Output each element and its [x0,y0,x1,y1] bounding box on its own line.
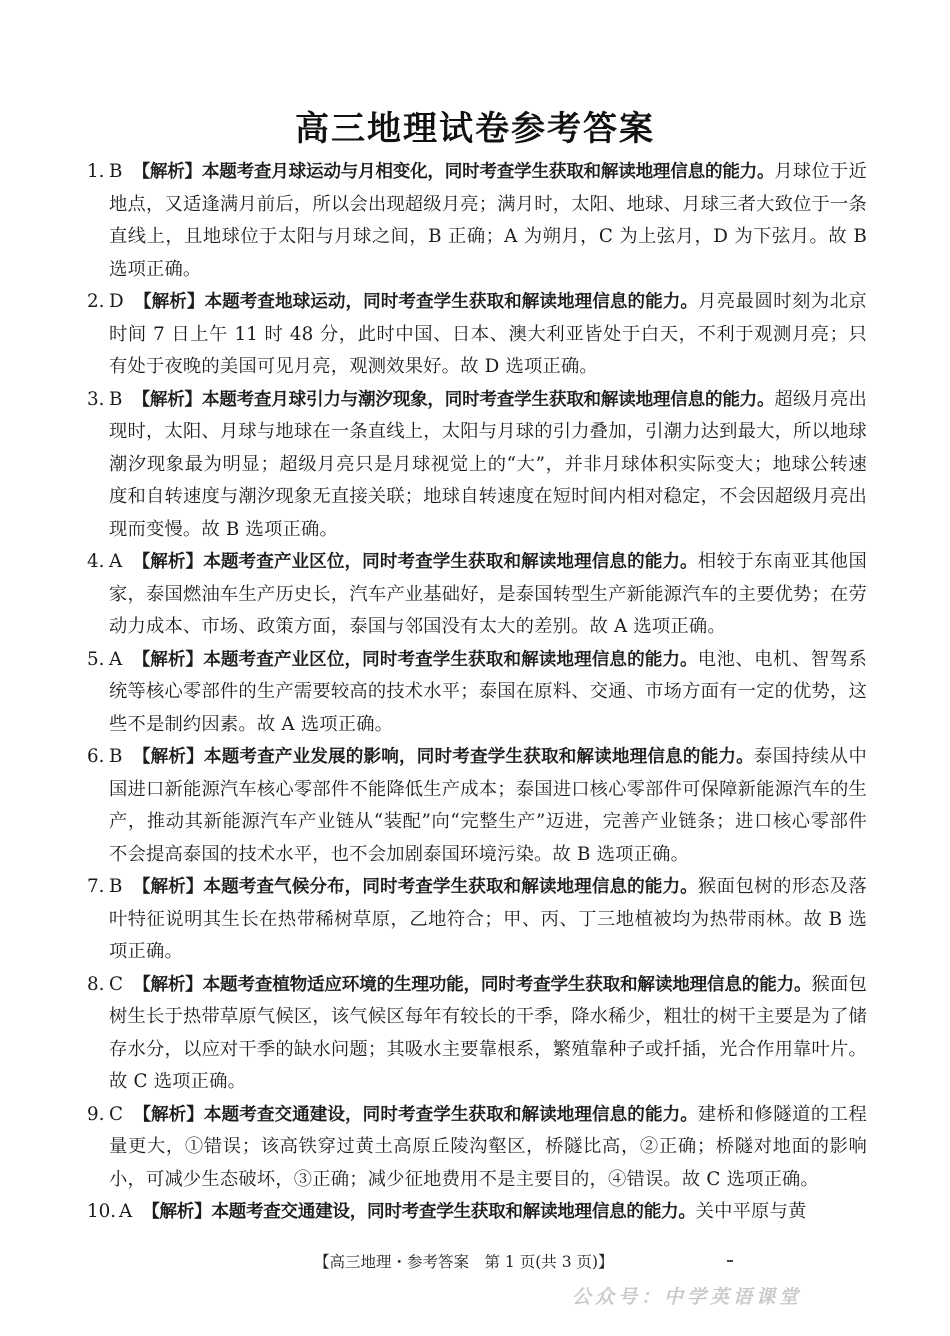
answer-number: 3. [87,388,105,410]
answer-explanation: 猴面包树生长于热带草原气候区，该气候区每年有较长的干季，降水稀少，粗壮的树干主要是为了储存水分，以应对干季的缺水问题；其吸水主要靠根系，繁殖靠种子或扦插，光合作用靠叶片。故 C 选项正确。 [109,973,867,1092]
answer-item-6 [87,741,867,871]
answer-explanation: 建桥和修隧道的工程量更大，①错误；该高铁穿过黄土高原丘陵沟壑区，桥隧比高，②正确；桥隧对地面的影响小，可减少生态破坏，③正确；减少征地费用不是主要目的，④错误。故 C 选项正确。 [109,1103,867,1190]
answer-number: 10. [87,1201,117,1222]
answer-explanation: 泰国持续从中国进口新能源汽车核心零部件不能降低生产成本；泰国进口核心零部件可保障新能源汽车的生产，推动其新能源汽车产业链从“装配”向“完整生产”迈进，完善产业链条；进口核心零部件不会提高泰国的技术水平，也不会加剧泰国环境污染。故 B 选项正确。 [109,746,867,865]
answer-analysis-heading: 【解析】本题考查交通建设，同时考查学生获取和解读地理信息的能力。 [142,1202,696,1222]
answer-number: 4. [87,551,105,572]
answer-letter: D [109,291,124,312]
answer-number: 5. [87,648,105,670]
answer-analysis-heading: 【解析】本题考查植物适应环境的生理功能，同时考查学生获取和解读地理信息的能力。 [133,974,812,995]
answer-item-1 [87,156,867,286]
answer-letter: C [109,1103,123,1125]
answer-explanation: 月亮最圆时刻为北京时间 7 日上午 11 时 48 分，此时中国、日本、澳大利亚皆处于白天，不利于观测月亮；只有处于夜晚的美国可见月亮，观测效果好。故 D 选项正确。 [109,291,867,377]
answer-number: 6. [87,746,105,767]
answer-number: 7. [87,876,105,897]
footer-mark [727,1260,733,1262]
answer-number: 8. [87,973,105,995]
answer-list [87,156,867,1229]
answer-letter: A [119,1201,133,1222]
answer-letter: A [109,648,123,670]
answer-item-9 [87,1099,867,1197]
answer-analysis-heading: 【解析】本题考查气候分布，同时考查学生获取和解读地理信息的能力。 [132,877,698,897]
answer-item-4 [87,546,867,644]
answer-number: 9. [87,1103,105,1125]
page-title: 高三地理试卷参考答案 [295,109,655,149]
answer-analysis-heading: 【解析】本题考查月球引力与潮汐现象，同时考查学生获取和解读地理信息的能力。 [132,389,775,410]
answer-item-7 [87,871,867,969]
answer-item-10 [87,1196,867,1229]
answer-explanation: 月球位于近地点，又适逢满月前后，所以会出现超级月亮；满月时，太阳、地球、月球三者大致位于一条直线上，且地球位于太阳与月球之间，B 正确；A 为朔月，C 为上弦月，D 为下弦月。故 B 选项正确。 [109,161,867,280]
answer-analysis-heading: 【解析】本题考查月球运动与月相变化，同时考查学生获取和解读地理信息的能力。 [132,162,775,182]
answer-explanation: 猴面包树的形态及落叶特征说明其生长在热带稀树草原，乙地符合；甲、丙、丁三地植被均为热带雨林。故 B 选项正确。 [109,876,867,962]
answer-letter: C [109,973,123,995]
answer-analysis-heading: 【解析】本题考查地球运动，同时考查学生获取和解读地理信息的能力。 [133,292,699,312]
answer-explanation: 电池、电机、智驾系统等核心零部件的生产需要较高的技术水平；泰国在原料、交通、市场方面有一定的优势，这些不是制约因素。故 A 选项正确。 [109,648,867,735]
answer-letter: B [109,161,123,182]
answer-item-2 [87,286,867,384]
answer-explanation: 相较于东南亚其他国家，泰国燃油车生产历史长，汽车产业基础好，是泰国转型生产新能源汽车的主要优势；在劳动力成本、市场、政策方面，泰国与邻国没有太大的差别。故 A 选项正确。 [109,551,867,637]
answer-letter: B [109,388,123,410]
watermark: 公众号：中学英语课堂 [572,1286,803,1308]
answer-explanation: 关中平原与黄 [695,1201,807,1222]
answer-letter: A [109,551,123,572]
answer-letter: B [109,746,123,767]
answer-item-8 [87,969,867,1099]
answer-item-5 [87,644,867,742]
answer-explanation: 超级月亮出现时，太阳、月球与地球在一条直线上，太阳与月球的引力叠加，引潮力达到最大，所以地球潮汐现象最为明显；超级月亮只是月球视觉上的“大”，并非月球体积实际变大；地球公转速度和自转速度与潮汐现象无直接关联；地球自转速度在短时间内相对稳定，不会因超级月亮出现而变慢。故 B 选项正确。 [109,388,867,540]
answer-analysis-heading: 【解析】本题考查产业区位，同时考查学生获取和解读地理信息的能力。 [132,552,698,572]
answer-analysis-heading: 【解析】本题考查交通建设，同时考查学生获取和解读地理信息的能力。 [133,1104,698,1125]
answer-analysis-heading: 【解析】本题考查产业发展的影响，同时考查学生获取和解读地理信息的能力。 [132,747,754,767]
page-footer: 【高三地理・参考答案 第 1 页(共 3 页)】 [314,1253,614,1271]
answer-letter: B [109,876,123,897]
answer-number: 2. [87,291,105,312]
answer-item-3 [87,384,867,547]
answer-analysis-heading: 【解析】本题考查产业区位，同时考查学生获取和解读地理信息的能力。 [132,649,698,670]
answer-number: 1. [87,161,105,182]
